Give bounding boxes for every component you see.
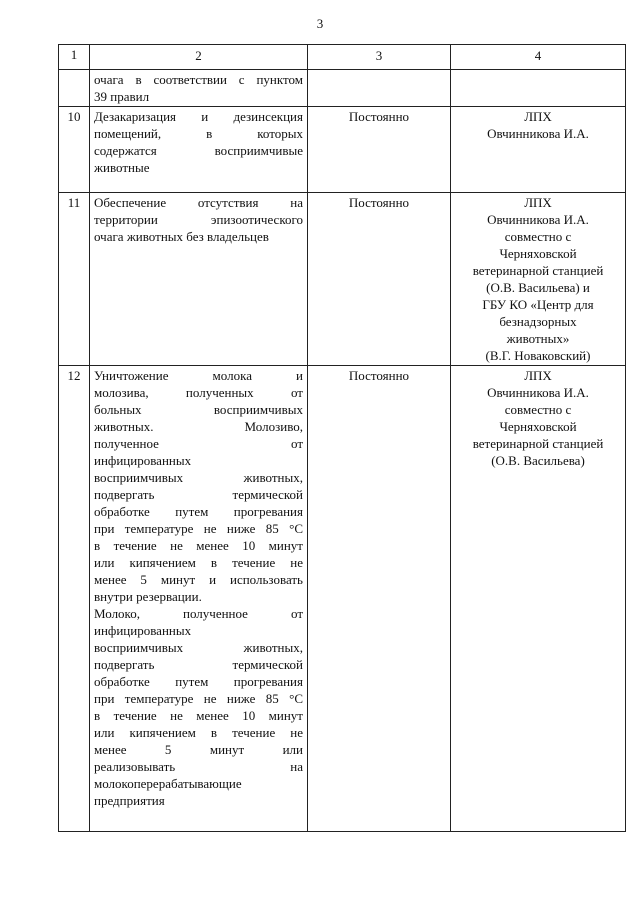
row-number-cell: 10: [59, 107, 90, 193]
header-col-2: 2: [90, 45, 308, 70]
measure-line: молозива, полученных от: [94, 385, 303, 400]
measures-table: [58, 44, 626, 832]
measure-line: Обеспечение отсутствия на: [94, 195, 303, 210]
measure-line: при температуре не ниже 85 °С: [94, 521, 303, 536]
measure-line: очага животных без владельцев: [94, 229, 269, 244]
row-number-cell: 11: [59, 193, 90, 366]
measure-line: молокоперерабатывающие: [94, 776, 242, 791]
measure-line: Уничтожение молока и: [94, 368, 303, 383]
responsible-line: Овчинникова И.А.: [487, 126, 589, 141]
term-cell: Постоянно: [308, 366, 451, 832]
responsible-line: Овчинникова И.А.: [487, 385, 589, 400]
measure-line: Дезакаризация и дезинсекция: [94, 109, 303, 124]
responsible-line: Черняховской: [499, 246, 577, 261]
measure-line: подвергать термической: [94, 657, 303, 672]
measure-line: обработке путем прогревания: [94, 674, 303, 689]
responsible-cell: [451, 193, 626, 366]
responsible-line: ГБУ КО «Центр для: [482, 297, 594, 312]
measure-line: или кипячением в течение не: [94, 555, 303, 570]
responsible-line: ЛПХ: [524, 109, 552, 124]
page-number: 3: [316, 16, 324, 31]
measure-line: инфицированных: [94, 623, 192, 638]
measure-line: больных восприимчивых: [94, 402, 303, 417]
term-cell: Постоянно: [308, 107, 451, 193]
measure-line: внутри резервации.: [94, 589, 202, 604]
table-row-continuation: [59, 70, 626, 107]
measure-line: обработке путем прогревания: [94, 504, 303, 519]
row-number-cell: 12: [59, 366, 90, 832]
measure-line: восприимчивых животных,: [94, 640, 303, 655]
responsible-line: животных»: [506, 331, 570, 346]
measure-line: в течение не менее 10 минут: [94, 538, 303, 553]
responsible-cell: [451, 70, 626, 107]
measure-cell: [90, 70, 308, 107]
term-cell: Постоянно: [308, 193, 451, 366]
measure-line: полученное от: [94, 436, 303, 451]
measure-line: предприятия: [94, 793, 165, 808]
measure-line: в течение не менее 10 минут: [94, 708, 303, 723]
responsible-cell: [451, 107, 626, 193]
measure-line: территории эпизоотического: [94, 212, 303, 227]
measure-cell: [90, 193, 308, 366]
measure-line: или кипячением в течение не: [94, 725, 303, 740]
responsible-line: ветеринарной станцией: [472, 263, 604, 278]
responsible-line: безнадзорных: [499, 314, 577, 329]
table-row: [59, 366, 626, 832]
responsible-line: ветеринарной станцией: [472, 436, 604, 451]
responsible-line: Черняховской: [499, 419, 577, 434]
measure-line: животных. Молозиво,: [94, 419, 303, 434]
measure-line: 39 правил: [94, 89, 150, 104]
measure-line: помещений, в которых: [94, 126, 303, 141]
table-row: [59, 193, 626, 366]
responsible-line: (О.В. Васильева): [491, 453, 585, 468]
measure-line: содержатся восприимчивые: [94, 143, 303, 158]
measure-line: менее 5 минут и использовать: [94, 572, 303, 587]
measure-line: менее 5 минут или: [94, 742, 303, 757]
measure-line: животные: [94, 160, 150, 175]
term-cell: [308, 70, 451, 107]
header-col-3: 3: [308, 45, 451, 70]
table-row: [59, 107, 626, 193]
responsible-cell: [451, 366, 626, 832]
header-col-1: 1: [59, 45, 90, 70]
measure-line: подвергать термической: [94, 487, 303, 502]
responsible-line: Овчинникова И.А.: [487, 212, 589, 227]
measure-line: при температуре не ниже 85 °С: [94, 691, 303, 706]
row-number-cell: [59, 70, 90, 107]
measure-cell: [90, 107, 308, 193]
responsible-line: совместно с: [504, 229, 572, 244]
responsible-line: ЛПХ: [524, 195, 552, 210]
table-header-row: [59, 45, 626, 70]
responsible-line: (В.Г. Новаковский): [485, 348, 591, 363]
responsible-line: (О.В. Васильева) и: [486, 280, 590, 295]
responsible-line: совместно с: [504, 402, 572, 417]
responsible-line: ЛПХ: [524, 368, 552, 383]
measure-line: восприимчивых животных,: [94, 470, 303, 485]
measure-line: очага в соответствии с пунктом: [94, 72, 303, 87]
measure-line: реализовывать на: [94, 759, 303, 774]
header-col-4: 4: [451, 45, 626, 70]
measure-line: инфицированных: [94, 453, 192, 468]
measure-cell: [90, 366, 308, 832]
measure-line: Молоко, полученное от: [94, 606, 303, 621]
